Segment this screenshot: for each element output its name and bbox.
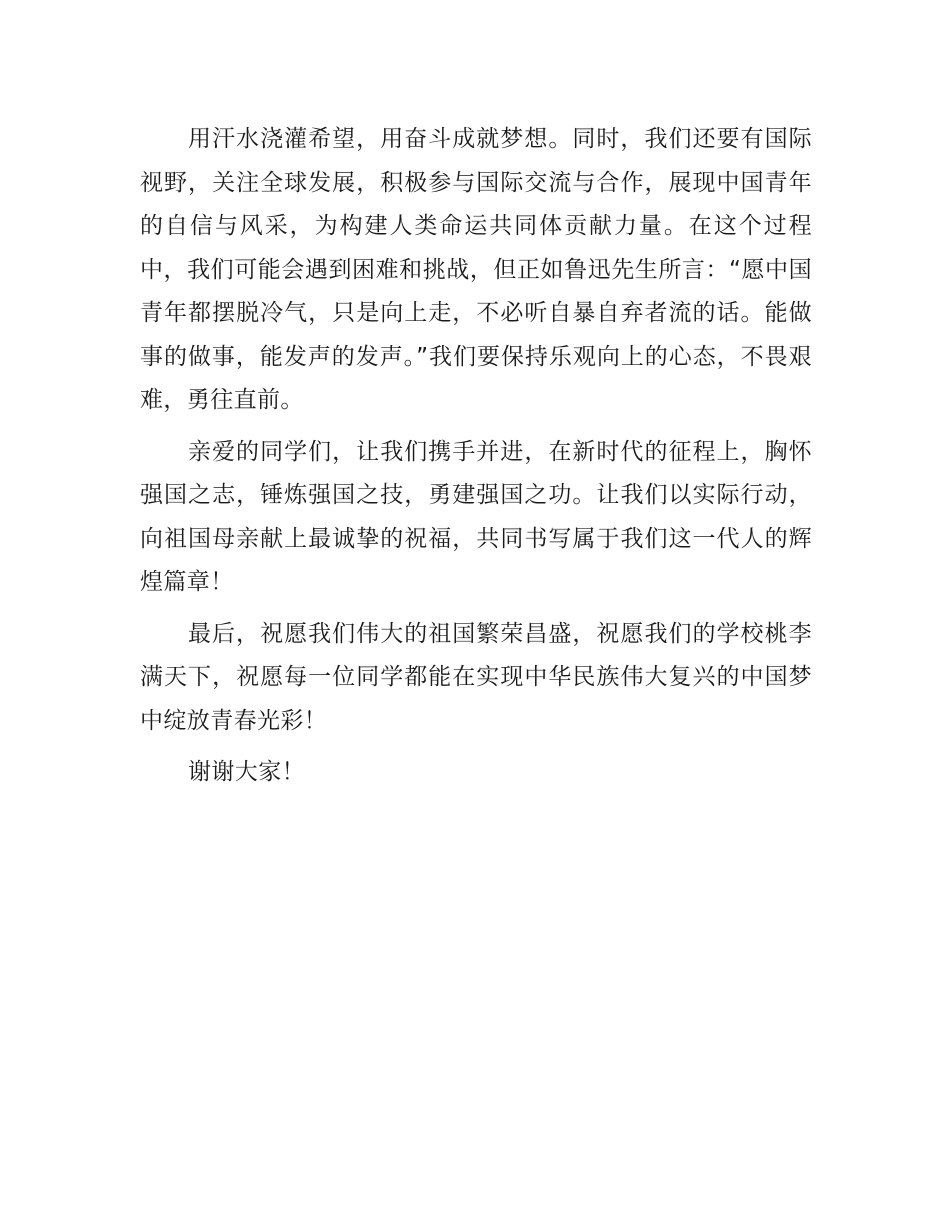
paragraph-3: 最后，祝愿我们伟大的祖国繁荣昌盛，祝愿我们的学校桃李满天下，祝愿每一位同学都能在实现中华民族伟大复兴的中国梦中绽放青春光彩！ (140, 620, 812, 734)
paragraph-1: 用汗水浇灌希望，用奋斗成就梦想。同时，我们还要有国际视野，关注全球发展，积极参与国际交流与合作，展现中国青年的自信与风采，为构建人类命运共同体贡献力量。在这个过程中，我们可能会遇到困难和挑战，但正如鲁迅先生所言：“愿中国青年都摆脱冷气，只是向上走，不必听自暴自弃者流的话。能做事的做事，能发声的发声。”我们要保持乐观向上的心态，不畏艰难，勇往直前。 (140, 126, 812, 413)
document-body (140, 118, 812, 803)
paragraph-2: 亲爱的同学们，让我们携手并进，在新时代的征程上，胸怀强国之志，锤炼强国之技，勇建强国之功。让我们以实际行动，向祖国母亲献上最诚挚的祝福，共同书写属于我们这一代人的辉煌篇章！ (140, 438, 812, 595)
paragraph-closing: 谢谢大家！ (188, 759, 305, 785)
